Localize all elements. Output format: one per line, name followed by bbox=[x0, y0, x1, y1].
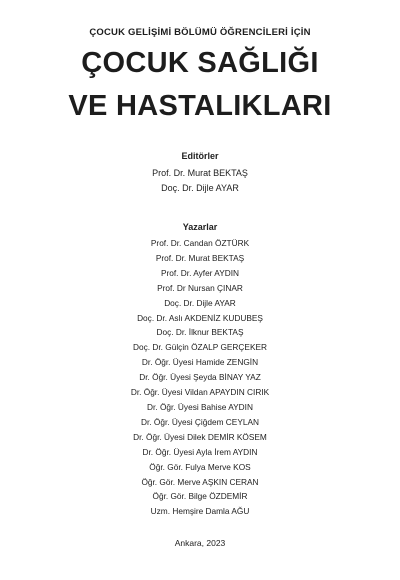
author-name: Prof. Dr. Candan ÖZTÜRK bbox=[150, 238, 250, 248]
publication-place-year: Ankara, 2023 bbox=[174, 538, 226, 548]
editor-name: Doç. Dr. Dijle AYAR bbox=[161, 183, 239, 193]
author-name: Öğr. Gör. Bilge ÖZDEMİR bbox=[152, 491, 248, 502]
author-name: Dr. Öğr. Üyesi Bahise AYDIN bbox=[147, 401, 253, 412]
author-name: Prof. Dr Nursan ÇINAR bbox=[157, 282, 243, 293]
author-name: Dr. Öğr. Üyesi Dilek DEMİR KÖSEM bbox=[133, 431, 267, 442]
author-name: Dr. Öğr. Üyesi Vildan APAYDIN CIRIK bbox=[130, 387, 270, 398]
authors-list bbox=[0, 236, 400, 519]
author-name: Doç. Dr. İlknur BEKTAŞ bbox=[156, 327, 244, 338]
book-subtitle: ÇOCUK GELİŞİMİ BÖLÜMÜ ÖĞRENCİLERİ İÇİN bbox=[89, 27, 311, 38]
author-name: Öğr. Gör. Fulya Merve KOS bbox=[149, 461, 251, 472]
author-name: Dr. Öğr. Üyesi Ayla İrem AYDIN bbox=[142, 446, 258, 457]
editor-name: Prof. Dr. Murat BEKTAŞ bbox=[152, 168, 248, 178]
book-title-line-2: VE HASTALIKLARI bbox=[68, 90, 332, 122]
author-name: Uzm. Hemşire Damla AĞU bbox=[150, 506, 250, 517]
author-name: Dr. Öğr. Üyesi Çiğdem CEYLAN bbox=[140, 416, 260, 427]
author-name: Prof. Dr. Murat BEKTAŞ bbox=[155, 252, 245, 263]
author-name: Doç. Dr. Gülçin ÖZALP GERÇEKER bbox=[132, 342, 268, 353]
author-name: Öğr. Gör. Merve AŞKIN CERAN bbox=[141, 476, 259, 487]
author-name: Doç. Dr. Dijle AYAR bbox=[164, 297, 236, 308]
author-name: Doç. Dr. Aslı AKDENİZ KUDUBEŞ bbox=[137, 312, 263, 323]
editors-heading: Editörler bbox=[181, 151, 219, 161]
editors-list bbox=[0, 166, 400, 196]
authors-heading: Yazarlar bbox=[182, 222, 218, 232]
author-name: Dr. Öğr. Üyesi Hamide ZENGİN bbox=[141, 357, 259, 368]
author-name: Dr. Öğr. Üyesi Şeyda BİNAY YAZ bbox=[139, 372, 261, 383]
book-title-line-1: ÇOCUK SAĞLIĞI bbox=[81, 47, 319, 79]
author-name: Prof. Dr. Ayfer AYDIN bbox=[160, 267, 240, 278]
